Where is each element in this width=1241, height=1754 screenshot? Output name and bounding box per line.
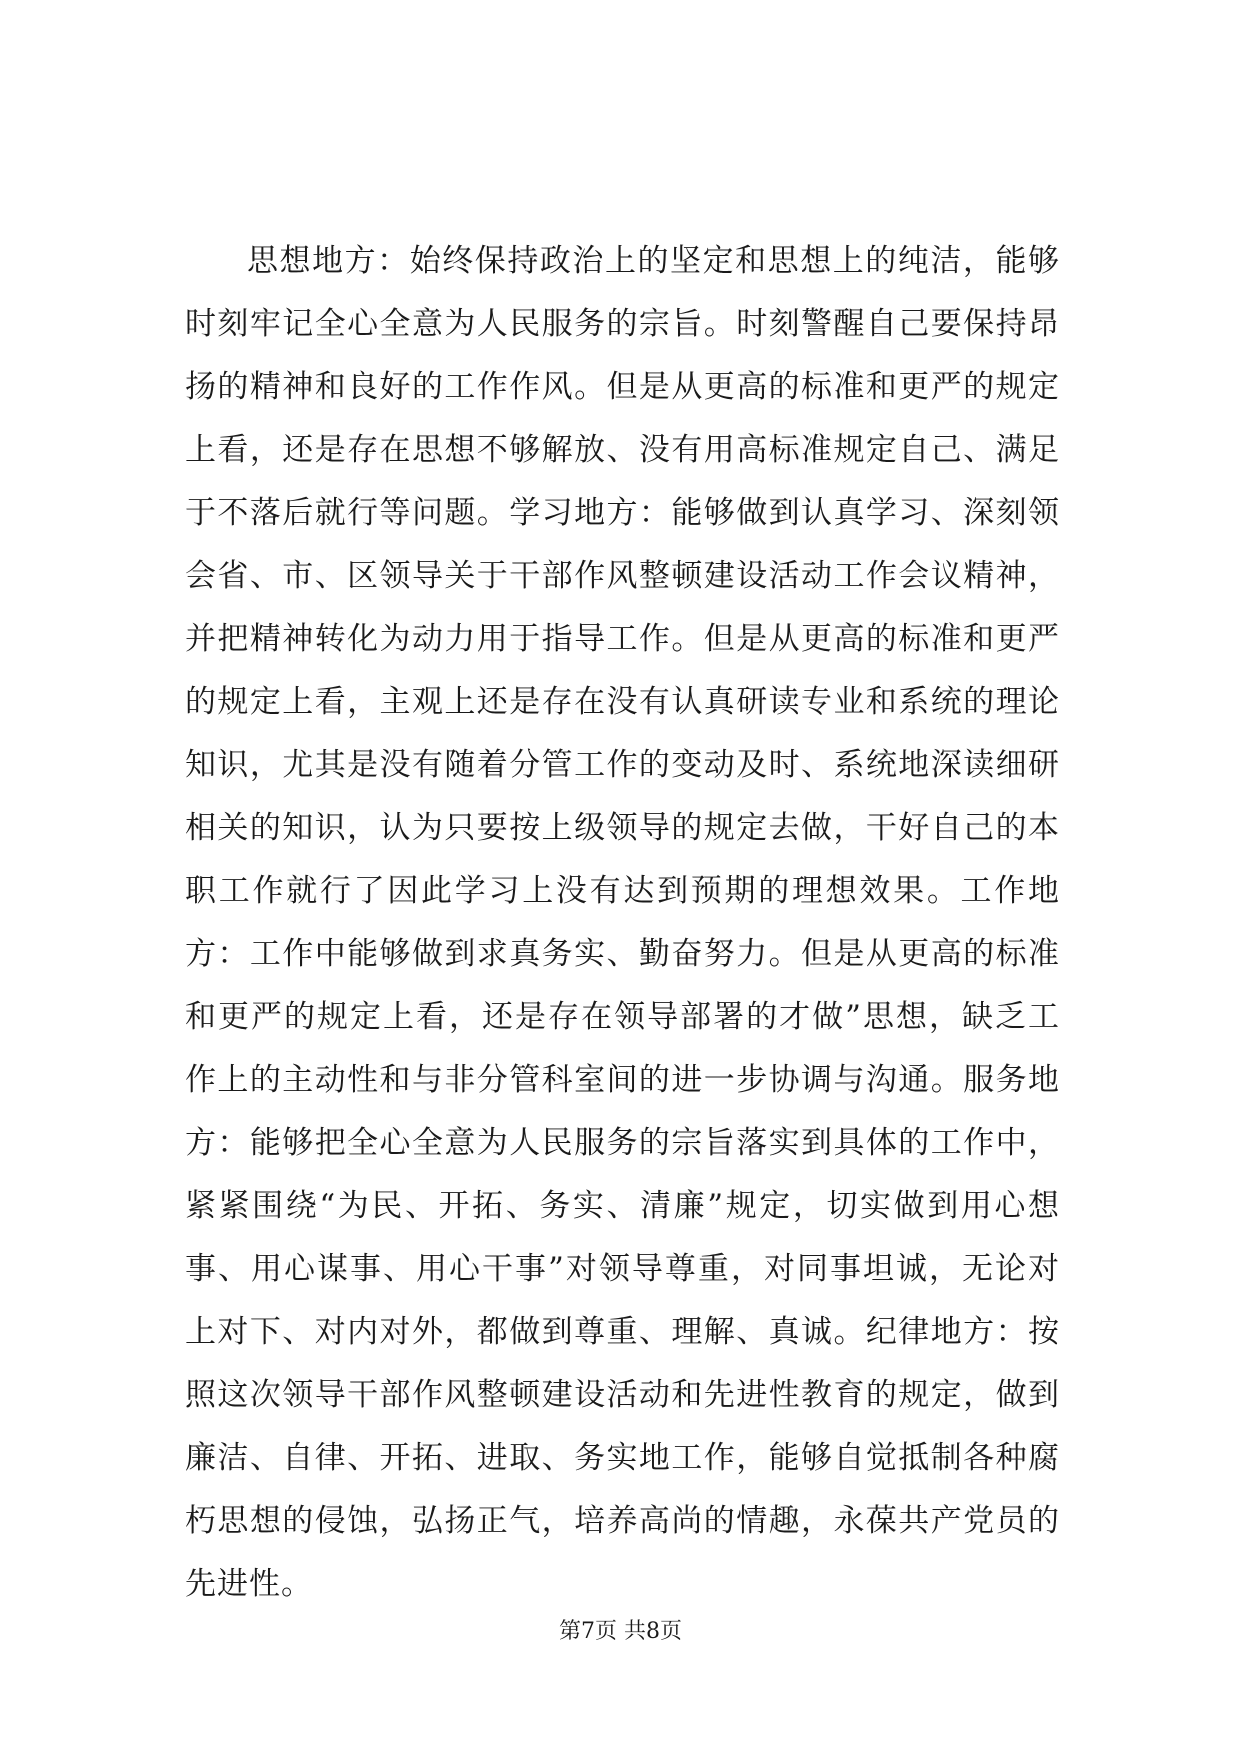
page-number-footer: 第7页 共8页	[559, 1619, 682, 1644]
body-paragraph: 思想地方：始终保持政治上的坚定和思想上的纯洁，能够时刻牢记全心全意为人民服务的宗旨。时刻警醒自己要保持昂扬的精神和良好的工作作风。但是从更高的标准和更严的规定上看，还是存在思想不够解放、没有用高标准规定自己、满足于不落后就行等问题。学习地方：能够做到认真学习、深刻领会省、市、区领导关于干部作风整顿建设活动工作会议精神，并把精神转化为动力用于指导工作。但是从更高的标准和更严的规定上看，主观上还是存在没有认真研读专业和系统的理论知识，尤其是没有随着分管工作的变动及时、系统地深读细研相关的知识，认为只要按上级领导的规定去做，干好自己的本职工作就行了因此学习上没有达到预期的理想效果。工作地方：工作中能够做到求真务实、勤奋努力。但是从更高的标准和更严的规定上看，还是存在领导部署的才做”思想，缺乏工作上的主动性和与非分管科室间的进一步协调与沟通。服务地方：能够把全心全意为人民服务的宗旨落实到具体的工作中，紧紧围绕“为民、开拓、务实、清廉”规定，切实做到用心想事、用心谋事、用心干事”对领导尊重，对同事坦诚，无论对上对下、对内对外，都做到尊重、理解、真诚。纪律地方：按照这次领导干部作风整顿建设活动和先进性教育的规定，做到廉洁、自律、开拓、进取、务实地工作，能够自觉抵制各种腐朽思想的侵蚀，弘扬正气，培养高尚的情趣，永葆共产党员的先进性。	[185, 243, 1060, 1602]
